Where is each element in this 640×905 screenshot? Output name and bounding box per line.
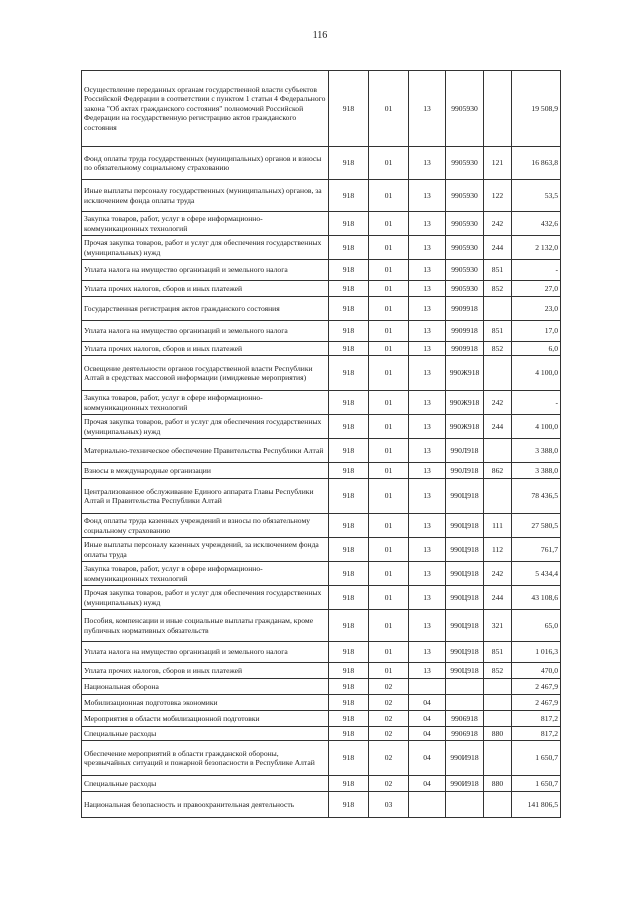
row-celevaya-statya: 990Ц918	[446, 586, 484, 610]
table-row	[82, 727, 561, 741]
row-name: Освещение деятельности органов государственной власти Республики Алтай в средствах массовой информации (имиджевые мероприятия)	[82, 356, 329, 391]
row-podrazdel: 13	[409, 321, 446, 342]
row-razdel: 01	[369, 147, 409, 180]
row-vid-rashodov: 862	[484, 463, 512, 479]
row-celevaya-statya: 9905930	[446, 180, 484, 212]
row-podrazdel: 13	[409, 281, 446, 297]
table-row	[82, 391, 561, 415]
table-row	[82, 538, 561, 562]
row-razdel: 02	[369, 695, 409, 711]
row-celevaya-statya: 990И918	[446, 776, 484, 792]
row-celevaya-statya	[446, 695, 484, 711]
row-celevaya-statya: 990Ц918	[446, 514, 484, 538]
row-sum: 817,2	[512, 711, 561, 727]
row-grbs: 918	[329, 321, 369, 342]
row-vid-rashodov	[484, 711, 512, 727]
row-podrazdel: 13	[409, 147, 446, 180]
row-name: Уплата прочих налогов, сборов и иных платежей	[82, 663, 329, 679]
row-razdel: 01	[369, 71, 409, 147]
row-celevaya-statya	[446, 679, 484, 695]
row-podrazdel	[409, 679, 446, 695]
row-name: Иные выплаты персоналу государственных (муниципальных) органов, за исключением фонда оплаты труда	[82, 180, 329, 212]
row-sum: 23,0	[512, 297, 561, 321]
row-celevaya-statya: 990Ц918	[446, 479, 484, 514]
row-sum: -	[512, 391, 561, 415]
row-razdel: 01	[369, 212, 409, 236]
row-podrazdel: 13	[409, 236, 446, 260]
row-name: Закупка товаров, работ, услуг в сфере информационно-коммуникационных технологий	[82, 562, 329, 586]
row-name: Прочая закупка товаров, работ и услуг для обеспечения государственных (муниципальных) нужд	[82, 586, 329, 610]
row-grbs: 918	[329, 391, 369, 415]
row-podrazdel: 13	[409, 463, 446, 479]
row-razdel: 01	[369, 463, 409, 479]
row-sum: 1 650,7	[512, 776, 561, 792]
row-celevaya-statya: 990Ц918	[446, 562, 484, 586]
row-podrazdel: 13	[409, 514, 446, 538]
row-podrazdel: 13	[409, 180, 446, 212]
row-vid-rashodov: 112	[484, 538, 512, 562]
table-row	[82, 281, 561, 297]
row-vid-rashodov: 244	[484, 586, 512, 610]
row-razdel: 01	[369, 663, 409, 679]
row-name: Национальная безопасность и правоохранительная деятельность	[82, 792, 329, 818]
row-vid-rashodov: 121	[484, 147, 512, 180]
row-razdel: 02	[369, 727, 409, 741]
row-grbs: 918	[329, 727, 369, 741]
row-sum: 5 434,4	[512, 562, 561, 586]
row-razdel: 01	[369, 391, 409, 415]
row-sum: 43 108,6	[512, 586, 561, 610]
row-celevaya-statya: 9909918	[446, 342, 484, 356]
row-celevaya-statya: 990Л918	[446, 439, 484, 463]
row-podrazdel: 04	[409, 727, 446, 741]
row-celevaya-statya: 9909918	[446, 321, 484, 342]
row-razdel: 01	[369, 439, 409, 463]
row-grbs: 918	[329, 514, 369, 538]
row-celevaya-statya: 9905930	[446, 71, 484, 147]
row-podrazdel: 13	[409, 356, 446, 391]
row-grbs: 918	[329, 562, 369, 586]
row-podrazdel: 13	[409, 642, 446, 663]
row-celevaya-statya: 9905930	[446, 236, 484, 260]
row-vid-rashodov	[484, 741, 512, 776]
table-row	[82, 642, 561, 663]
row-vid-rashodov: 122	[484, 180, 512, 212]
row-razdel: 02	[369, 711, 409, 727]
table-row	[82, 792, 561, 818]
row-name: Специальные расходы	[82, 776, 329, 792]
row-name: Уплата налога на имущество организаций и земельного налога	[82, 260, 329, 281]
row-podrazdel: 13	[409, 342, 446, 356]
table-row	[82, 776, 561, 792]
row-celevaya-statya: 990Ж918	[446, 391, 484, 415]
row-name: Мероприятия в области мобилизационной подготовки	[82, 711, 329, 727]
row-celevaya-statya: 9906918	[446, 727, 484, 741]
row-celevaya-statya: 9906918	[446, 711, 484, 727]
table-row	[82, 514, 561, 538]
row-name: Уплата прочих налогов, сборов и иных платежей	[82, 281, 329, 297]
table-row	[82, 695, 561, 711]
row-vid-rashodov: 852	[484, 342, 512, 356]
table-row	[82, 439, 561, 463]
row-razdel: 02	[369, 741, 409, 776]
table-row	[82, 711, 561, 727]
row-name: Прочая закупка товаров, работ и услуг для обеспечения государственных (муниципальных) нужд	[82, 415, 329, 439]
row-name: Уплата налога на имущество организаций и земельного налога	[82, 642, 329, 663]
row-sum: 19 508,9	[512, 71, 561, 147]
row-grbs: 918	[329, 479, 369, 514]
row-razdel: 01	[369, 342, 409, 356]
row-razdel: 02	[369, 679, 409, 695]
row-podrazdel: 13	[409, 391, 446, 415]
row-grbs: 918	[329, 679, 369, 695]
row-podrazdel: 13	[409, 297, 446, 321]
row-sum: 1 016,3	[512, 642, 561, 663]
row-name: Мобилизационная подготовка экономики	[82, 695, 329, 711]
table-row	[82, 356, 561, 391]
row-grbs: 918	[329, 792, 369, 818]
table-row	[82, 463, 561, 479]
row-grbs: 918	[329, 71, 369, 147]
row-vid-rashodov: 111	[484, 514, 512, 538]
row-name: Фонд оплаты труда казенных учреждений и взносы по обязательному социальному страхованию	[82, 514, 329, 538]
row-grbs: 918	[329, 342, 369, 356]
row-grbs: 918	[329, 147, 369, 180]
row-vid-rashodov: 851	[484, 260, 512, 281]
row-sum: 65,0	[512, 610, 561, 642]
row-grbs: 918	[329, 776, 369, 792]
row-grbs: 918	[329, 741, 369, 776]
row-sum: 27,0	[512, 281, 561, 297]
table-row	[82, 212, 561, 236]
row-sum: 78 436,5	[512, 479, 561, 514]
table-row	[82, 342, 561, 356]
row-grbs: 918	[329, 236, 369, 260]
row-sum: 17,0	[512, 321, 561, 342]
row-sum: 141 806,5	[512, 792, 561, 818]
table-row	[82, 663, 561, 679]
row-vid-rashodov: 851	[484, 321, 512, 342]
row-celevaya-statya: 990Л918	[446, 463, 484, 479]
row-grbs: 918	[329, 610, 369, 642]
row-razdel: 01	[369, 297, 409, 321]
row-sum: 4 100,0	[512, 415, 561, 439]
row-vid-rashodov	[484, 71, 512, 147]
row-razdel: 01	[369, 356, 409, 391]
row-grbs: 918	[329, 663, 369, 679]
row-name: Национальная оборона	[82, 679, 329, 695]
row-name: Иные выплаты персоналу казенных учреждений, за исключением фонда оплаты труда	[82, 538, 329, 562]
row-name: Уплата налога на имущество организаций и земельного налога	[82, 321, 329, 342]
row-podrazdel: 04	[409, 776, 446, 792]
row-razdel: 01	[369, 586, 409, 610]
row-celevaya-statya: 990Ж918	[446, 356, 484, 391]
row-grbs: 918	[329, 415, 369, 439]
row-celevaya-statya: 990Ж918	[446, 415, 484, 439]
page-number: 116	[312, 30, 328, 41]
row-name: Обеспечение мероприятий в области гражданской обороны, чрезвычайных ситуаций и пожарной безопасности в Республике Алтай	[82, 741, 329, 776]
row-grbs: 918	[329, 297, 369, 321]
row-vid-rashodov	[484, 679, 512, 695]
row-podrazdel	[409, 792, 446, 818]
row-grbs: 918	[329, 439, 369, 463]
table-row	[82, 415, 561, 439]
row-razdel: 01	[369, 610, 409, 642]
table-row	[82, 679, 561, 695]
row-podrazdel: 13	[409, 586, 446, 610]
row-celevaya-statya: 9905930	[446, 281, 484, 297]
budget-table-body	[82, 71, 561, 818]
row-podrazdel: 13	[409, 479, 446, 514]
row-podrazdel: 13	[409, 663, 446, 679]
row-razdel: 01	[369, 260, 409, 281]
row-celevaya-statya: 990И918	[446, 741, 484, 776]
row-vid-rashodov: 242	[484, 212, 512, 236]
row-sum: 2 132,0	[512, 236, 561, 260]
row-name: Закупка товаров, работ, услуг в сфере информационно-коммуникационных технологий	[82, 391, 329, 415]
row-name: Прочая закупка товаров, работ и услуг для обеспечения государственных (муниципальных) нужд	[82, 236, 329, 260]
row-podrazdel: 13	[409, 439, 446, 463]
table-row	[82, 260, 561, 281]
row-vid-rashodov: 242	[484, 391, 512, 415]
row-celevaya-statya: 9905930	[446, 147, 484, 180]
row-grbs: 918	[329, 586, 369, 610]
row-razdel: 01	[369, 642, 409, 663]
budget-table	[81, 70, 561, 818]
table-row	[82, 562, 561, 586]
row-name: Осуществление переданных органам государственной власти субъектов Российской Федерации в соответствии с пунктом 1 статьи 4 Федерального закона "Об актах гражданского состояния" полномочий Российской Федерации на государственную регистрацию актов гражданского состояния	[82, 71, 329, 147]
row-name: Специальные расходы	[82, 727, 329, 741]
row-vid-rashodov: 244	[484, 236, 512, 260]
row-name: Материально-техническое обеспечение Правительства Республики Алтай	[82, 439, 329, 463]
row-sum: 2 467,9	[512, 679, 561, 695]
row-podrazdel: 13	[409, 415, 446, 439]
row-vid-rashodov	[484, 356, 512, 391]
row-razdel: 01	[369, 562, 409, 586]
row-celevaya-statya	[446, 792, 484, 818]
row-sum: 53,5	[512, 180, 561, 212]
row-celevaya-statya: 9905930	[446, 212, 484, 236]
row-sum: 432,6	[512, 212, 561, 236]
table-row	[82, 147, 561, 180]
row-name: Уплата прочих налогов, сборов и иных платежей	[82, 342, 329, 356]
row-grbs: 918	[329, 642, 369, 663]
row-razdel: 01	[369, 538, 409, 562]
row-podrazdel: 04	[409, 695, 446, 711]
row-podrazdel: 04	[409, 711, 446, 727]
row-grbs: 918	[329, 356, 369, 391]
row-sum: 1 650,7	[512, 741, 561, 776]
row-sum: -	[512, 260, 561, 281]
table-row	[82, 586, 561, 610]
row-name: Централизованное обслуживание Единого аппарата Главы Республики Алтай и Правительства Республики Алтай	[82, 479, 329, 514]
row-vid-rashodov: 852	[484, 663, 512, 679]
row-sum: 6,0	[512, 342, 561, 356]
row-celevaya-statya: 990Ц918	[446, 663, 484, 679]
row-podrazdel: 13	[409, 260, 446, 281]
row-grbs: 918	[329, 711, 369, 727]
row-sum: 3 388,0	[512, 439, 561, 463]
row-name: Закупка товаров, работ, услуг в сфере информационно-коммуникационных технологий	[82, 212, 329, 236]
row-celevaya-statya: 990Ц918	[446, 610, 484, 642]
row-grbs: 918	[329, 180, 369, 212]
row-sum: 3 388,0	[512, 463, 561, 479]
row-podrazdel: 04	[409, 741, 446, 776]
row-grbs: 918	[329, 212, 369, 236]
row-grbs: 918	[329, 538, 369, 562]
table-row	[82, 321, 561, 342]
row-celevaya-statya: 990Ц918	[446, 642, 484, 663]
table-row	[82, 479, 561, 514]
row-vid-rashodov: 852	[484, 281, 512, 297]
row-podrazdel: 13	[409, 538, 446, 562]
row-razdel: 01	[369, 479, 409, 514]
row-razdel: 01	[369, 281, 409, 297]
row-vid-rashodov	[484, 479, 512, 514]
table-row	[82, 71, 561, 147]
row-vid-rashodov	[484, 297, 512, 321]
row-razdel: 01	[369, 321, 409, 342]
table-row	[82, 610, 561, 642]
row-vid-rashodov: 880	[484, 776, 512, 792]
row-podrazdel: 13	[409, 610, 446, 642]
row-sum: 27 580,5	[512, 514, 561, 538]
row-razdel: 01	[369, 236, 409, 260]
row-name: Взносы в международные организации	[82, 463, 329, 479]
row-vid-rashodov: 880	[484, 727, 512, 741]
row-sum: 817,2	[512, 727, 561, 741]
row-grbs: 918	[329, 281, 369, 297]
table-row	[82, 236, 561, 260]
row-grbs: 918	[329, 695, 369, 711]
row-razdel: 03	[369, 792, 409, 818]
row-grbs: 918	[329, 463, 369, 479]
row-vid-rashodov: 851	[484, 642, 512, 663]
row-podrazdel: 13	[409, 212, 446, 236]
row-podrazdel: 13	[409, 562, 446, 586]
row-vid-rashodov: 244	[484, 415, 512, 439]
row-name: Фонд оплаты труда государственных (муниципальных) органов и взносы по обязательному социальному страхованию	[82, 147, 329, 180]
row-vid-rashodov: 242	[484, 562, 512, 586]
row-vid-rashodov: 321	[484, 610, 512, 642]
row-celevaya-statya: 990Ц918	[446, 538, 484, 562]
row-sum: 4 100,0	[512, 356, 561, 391]
row-razdel: 01	[369, 514, 409, 538]
row-razdel: 01	[369, 180, 409, 212]
row-sum: 470,0	[512, 663, 561, 679]
table-row	[82, 180, 561, 212]
row-sum: 16 863,8	[512, 147, 561, 180]
row-sum: 2 467,9	[512, 695, 561, 711]
row-name: Пособия, компенсации и иные социальные выплаты гражданам, кроме публичных нормативных обязательств	[82, 610, 329, 642]
table-row	[82, 741, 561, 776]
row-razdel: 01	[369, 415, 409, 439]
row-vid-rashodov	[484, 439, 512, 463]
row-grbs: 918	[329, 260, 369, 281]
row-vid-rashodov	[484, 695, 512, 711]
row-podrazdel: 13	[409, 71, 446, 147]
row-razdel: 02	[369, 776, 409, 792]
row-name: Государственная регистрация актов гражданского состояния	[82, 297, 329, 321]
table-row	[82, 297, 561, 321]
row-celevaya-statya: 9909918	[446, 297, 484, 321]
row-sum: 761,7	[512, 538, 561, 562]
row-celevaya-statya: 9905930	[446, 260, 484, 281]
row-vid-rashodov	[484, 792, 512, 818]
